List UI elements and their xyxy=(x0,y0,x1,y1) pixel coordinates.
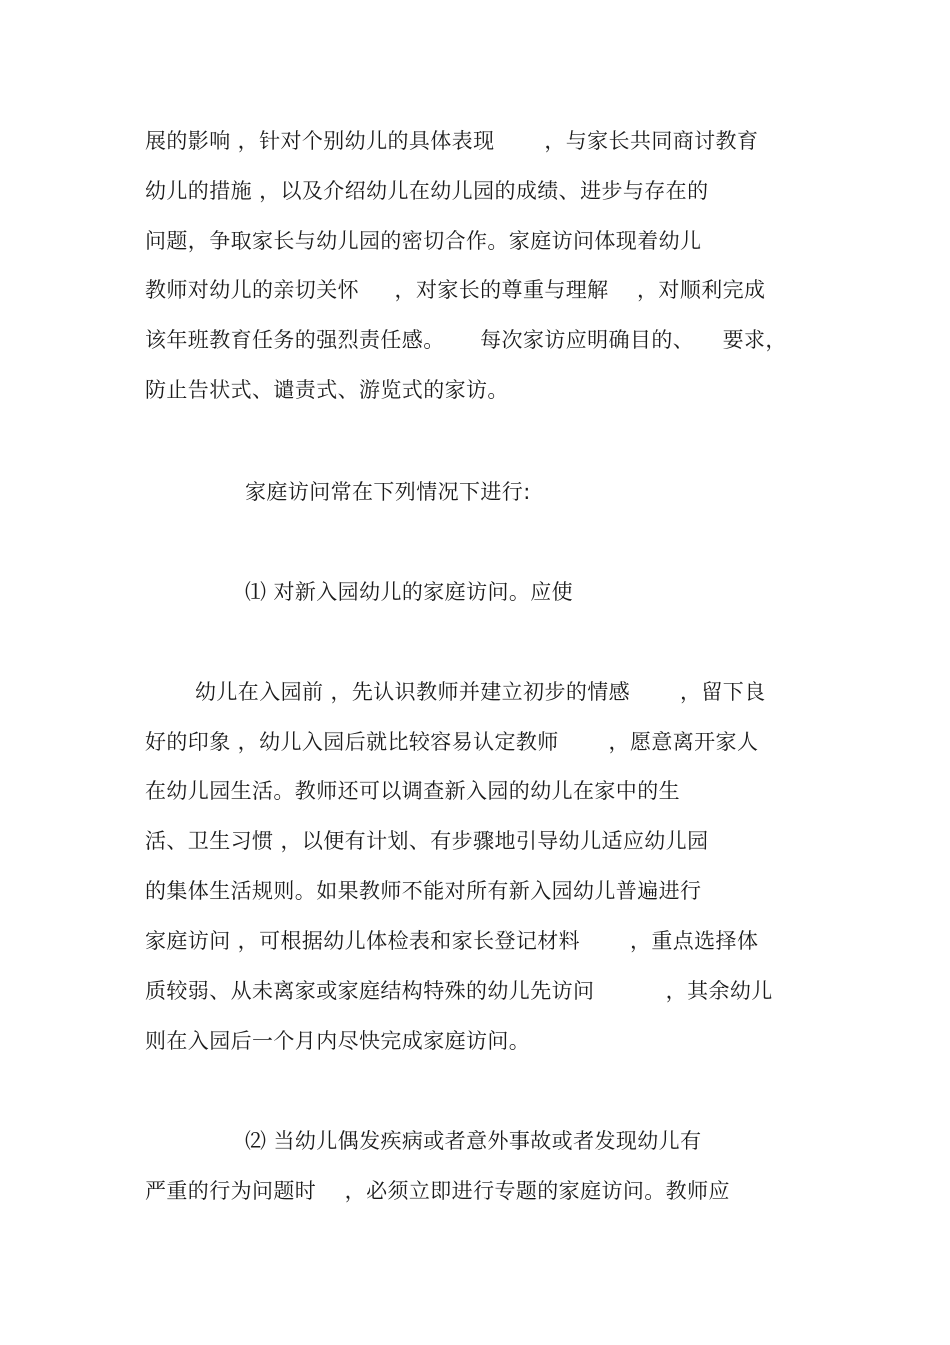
text-line: 好的印象 ，幼儿入园后就比较容易认定教师 ，愿意离开家人 xyxy=(145,730,759,754)
text-line: 幼儿的措施 ，以及介绍幼儿在幼儿园的成绩、进步与存在的 xyxy=(145,179,709,203)
text-line: 展的影响 ，针对个别幼儿的具体表现 ，与家长共同商讨教育 xyxy=(145,129,759,153)
text-line: 活、卫生习惯 ，以便有计划、有步骤地引导幼儿适应幼儿园 xyxy=(145,829,709,853)
text-line: 的集体生活规则。如果教师不能对所有新入园幼儿普遍进行 xyxy=(145,879,702,903)
text-line: 该年班教育任务的强烈责任感。 每次家访应明确目的、 要求， xyxy=(145,328,787,352)
text-line: 则在入园后一个月内尽快完成家庭访问。 xyxy=(145,1029,531,1053)
text-line: 家庭访问 ，可根据幼儿体检表和家长登记材料 ，重点选择体 xyxy=(145,929,759,953)
text-line: 严重的行为问题时 ，必须立即进行专题的家庭访问。教师应 xyxy=(145,1179,730,1203)
list-item-2-heading: ⑵ 当幼儿偶发疾病或者意外事故或者发现幼儿有 xyxy=(245,1129,702,1153)
list-item-1-heading: ⑴ 对新入园幼儿的家庭访问。应使 xyxy=(245,580,574,604)
text-line: 问题，争取家长与幼儿园的密切合作。家庭访问体现着幼儿 xyxy=(145,229,702,253)
text-line: 幼儿在入园前 ，先认识教师并建立初步的情感 ，留下良 xyxy=(195,680,766,704)
section-heading: 家庭访问常在下列情况下进行: xyxy=(245,480,531,504)
text-line: 教师对幼儿的亲切关怀 ，对家长的尊重与理解 ，对顺利完成 xyxy=(145,278,766,302)
text-line: 质较弱、从未离家或家庭结构特殊的幼儿先访问 ，其余幼儿 xyxy=(145,979,773,1003)
text-line: 防止告状式、谴责式、游览式的家访。 xyxy=(145,378,509,402)
text-line: 在幼儿园生活。教师还可以调查新入园的幼儿在家中的生 xyxy=(145,779,680,803)
